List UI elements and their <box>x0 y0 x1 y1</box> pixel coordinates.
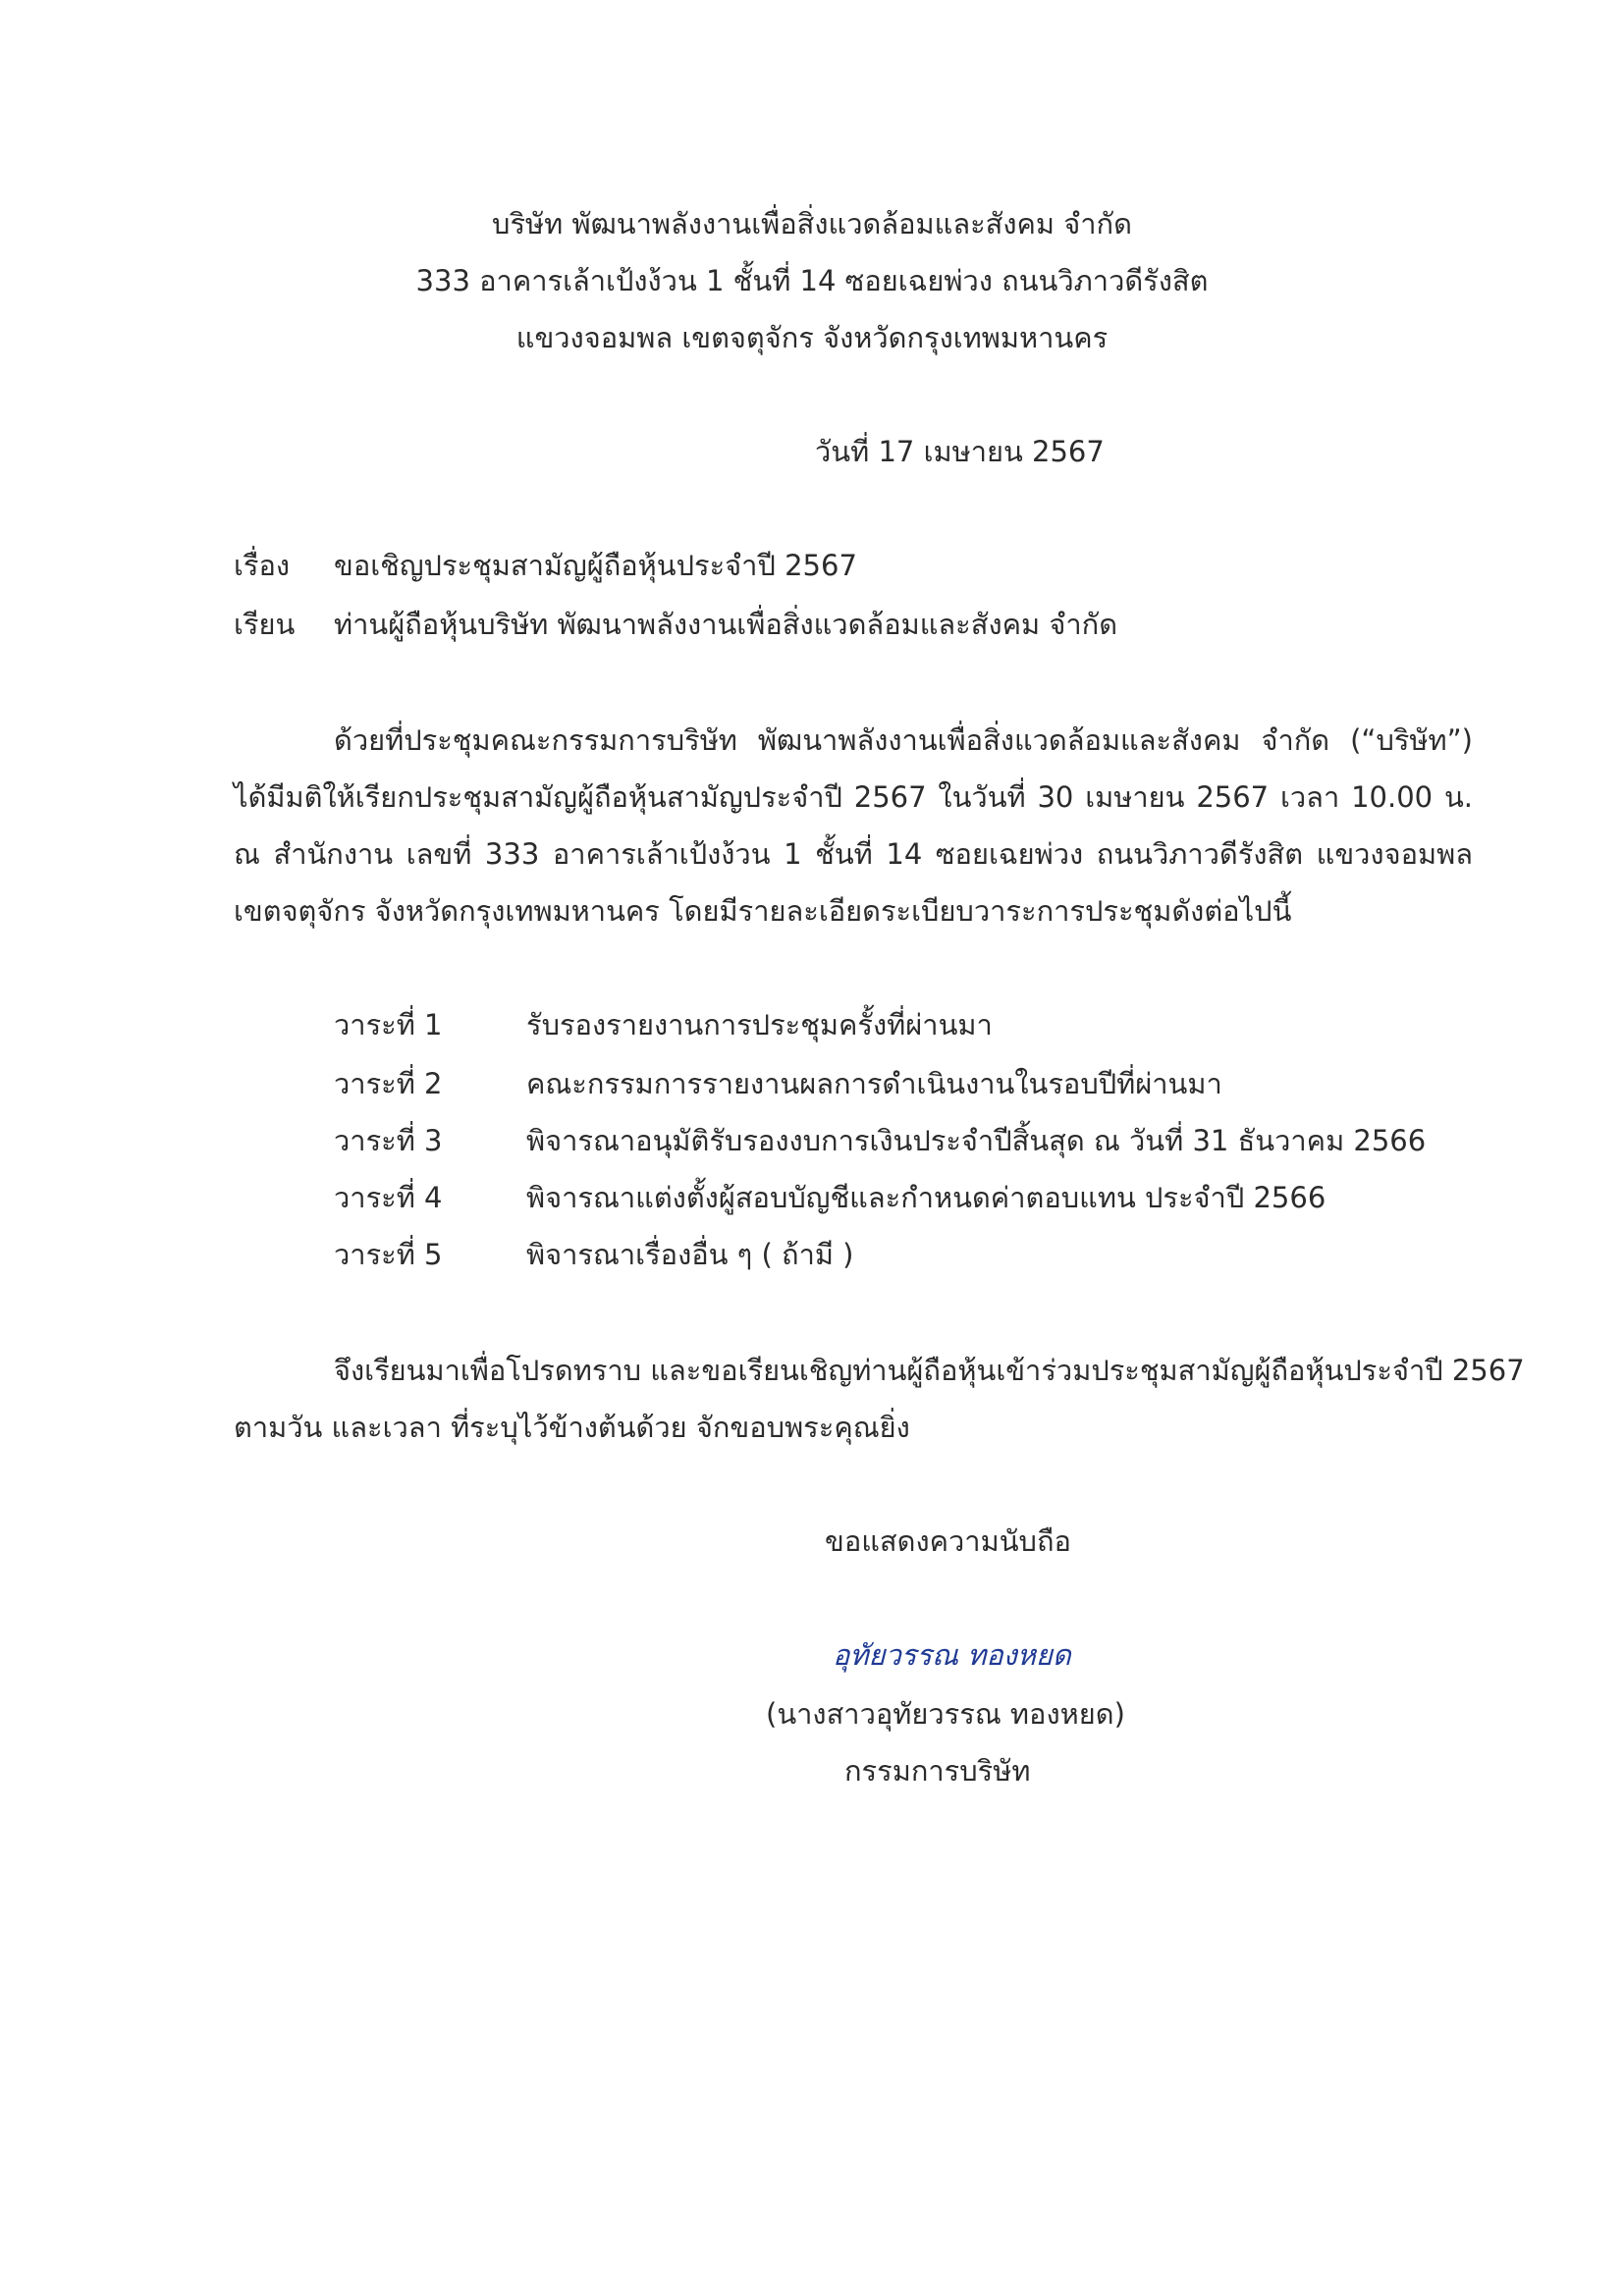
agenda-item-text: รับรองรายงานการประชุมครั้งที่ผ่านมา <box>526 1008 993 1041</box>
agenda-item-label: วาระที่ 3 <box>334 1124 443 1157</box>
closing-line-2: ตามวัน และเวลา ที่ระบุไว้ข้างต้นด้วย จักขอบพระคุณยิ่ง <box>234 1411 910 1444</box>
signer-full-name: (นางสาวอุทัยวรรณ ทองหยด) <box>766 1697 1125 1731</box>
company-address-line-2: แขวงจอมพล เขตจตุจักร จังหวัดกรุงเทพมหานคร <box>515 321 1109 354</box>
letter-date: วันที่ 17 เมษายน 2567 <box>815 435 1105 468</box>
signer-position: กรรมการบริษัท <box>844 1754 1031 1788</box>
intro-line-2: ได้มีมติให้เรียกประชุมสามัญผู้ถือหุ้นสามัญประจำปี 2567 ในวันที่ 30 เมษายน 2567 เวลา 10.00 น. <box>234 780 1473 814</box>
agenda-item-label: วาระที่ 5 <box>334 1238 443 1271</box>
intro-line-4: เขตจตุจักร จังหวัดกรุงเทพมหานคร โดยมีรายละเอียดระเบียบวาระการประชุมดังต่อไปนี้ <box>234 894 1292 928</box>
company-address-line-1: 333 อาคารเล้าเป้งง้วน 1 ชั้นที่ 14 ซอยเฉยพ่วง ถนนวิภาวดีรังสิต <box>415 264 1209 297</box>
recipient-label: เรียน <box>234 608 296 641</box>
agenda-item-label: วาระที่ 2 <box>334 1067 443 1100</box>
intro-line-3: ณ สำนักงาน เลขที่ 333 อาคารเล้าเป้งง้วน 1 ชั้นที่ 14 ซอยเฉยพ่วง ถนนวิภาวดีรังสิต แขวงจอมพล <box>234 837 1473 871</box>
intro-line-1: ด้วยที่ประชุมคณะกรรมการบริษัท พัฒนาพลังงานเพื่อสิ่งแวดล้อมและสังคม จำกัด (“บริษัท”) <box>334 723 1473 757</box>
agenda-item-text: คณะกรรมการรายงานผลการดำเนินงานในรอบปีที่ผ่านมา <box>526 1067 1222 1100</box>
agenda-item-label: วาระที่ 1 <box>334 1008 443 1041</box>
company-name: บริษัท พัฒนาพลังงานเพื่อสิ่งแวดล้อมและสังคม จำกัด <box>492 207 1132 240</box>
agenda-item-text: พิจารณาอนุมัติรับรองงบการเงินประจำปีสิ้นสุด ณ วันที่ 31 ธันวาคม 2566 <box>526 1124 1427 1157</box>
signature: อุทัยวรรณ ทองหยด <box>833 1638 1071 1672</box>
subject-text: ขอเชิญประชุมสามัญผู้ถือหุ้นประจำปี 2567 <box>334 549 857 582</box>
closing-line-1: จึงเรียนมาเพื่อโปรดทราบ และขอเรียนเชิญท่านผู้ถือหุ้นเข้าร่วมประชุมสามัญผู้ถือหุ้นประจำปี 2567 <box>334 1354 1525 1387</box>
agenda-item-label: วาระที่ 4 <box>334 1181 443 1214</box>
subject-label: เรื่อง <box>234 549 291 582</box>
recipient-text: ท่านผู้ถือหุ้นบริษัท พัฒนาพลังงานเพื่อสิ่งแวดล้อมและสังคม จำกัด <box>334 608 1118 641</box>
agenda-item-text: พิจารณาเรื่องอื่น ๆ ( ถ้ามี ) <box>526 1238 854 1271</box>
regards: ขอแสดงความนับถือ <box>825 1524 1071 1558</box>
agenda-item-text: พิจารณาแต่งตั้งผู้สอบบัญชีและกำหนดค่าตอบแทน ประจำปี 2566 <box>526 1181 1326 1214</box>
